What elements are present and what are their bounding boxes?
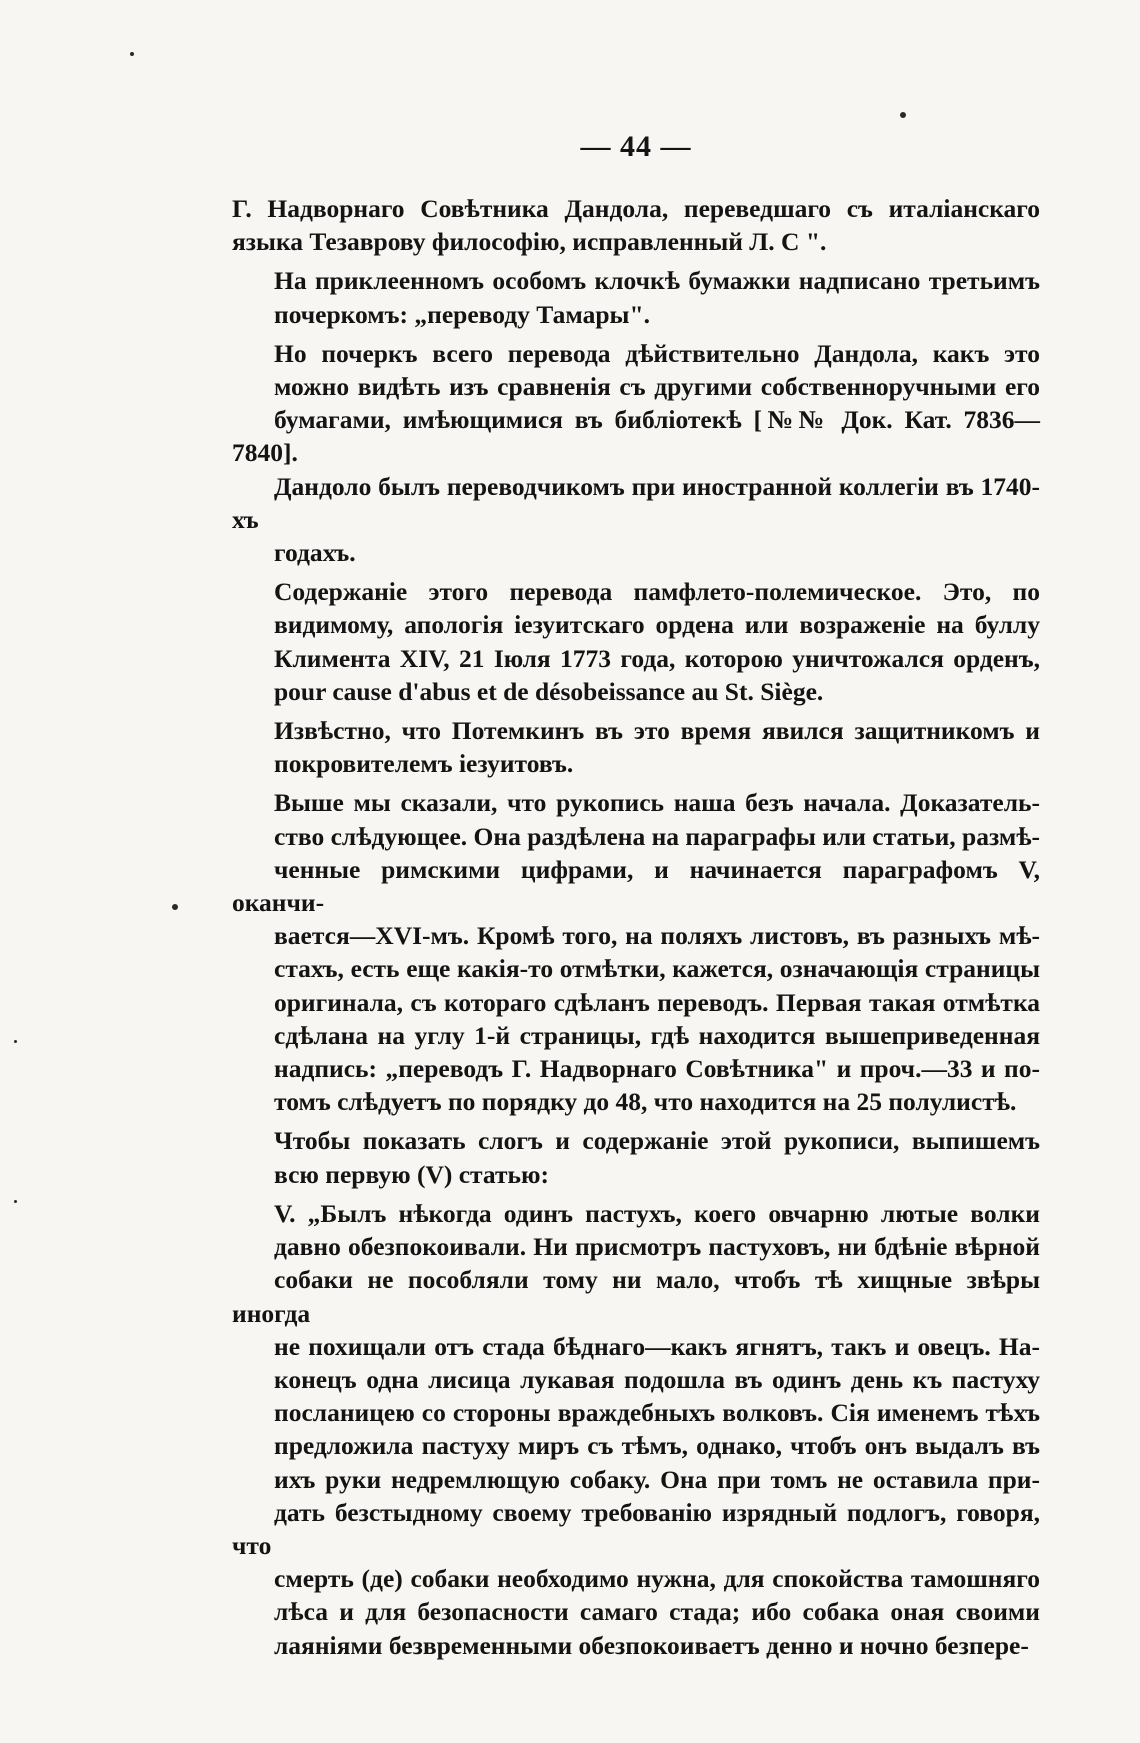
paragraph <box>232 786 1040 1118</box>
text-line: видимому, апологія іезуитскаго ордена или возраженіе на буллу <box>274 610 1040 640</box>
text-line: не похищали отъ стада бѣднаго—какъ ягнятъ, такъ и овецъ. На- <box>274 1331 1040 1361</box>
paragraph <box>232 575 1040 708</box>
text-line: дать безстыдному своему требованію изрядный подлогъ, говоря, что <box>232 1497 1040 1560</box>
text-line: ство слѣдующее. Она раздѣлена на параграфы или статьи, размѣ- <box>274 821 1040 851</box>
text-line: стахъ, есть еще какія-то отмѣтки, кажется, означающія страницы <box>274 954 1040 984</box>
paragraph <box>232 1197 1040 1662</box>
paragraph <box>232 337 1040 569</box>
text-line: лѣса и для безопасности самаго стада; ибо собака оная своими <box>274 1597 1040 1627</box>
text-line: давно обезпокоивали. Ни присмотръ пастуховъ, ни бдѣніе вѣрной <box>274 1232 1040 1262</box>
page-number: — 44 — <box>580 130 692 163</box>
text-line: Чтобы показать слогъ и содержаніе этой рукописи, выпишемъ <box>274 1126 1040 1156</box>
text-line: Климента XIV, 21 Іюля 1773 года, которою уничтожался орденъ, <box>274 643 1040 673</box>
scan-speck <box>130 52 134 56</box>
page-body <box>232 192 1040 1662</box>
book-page <box>232 130 1040 1668</box>
scan-speck <box>14 1200 17 1203</box>
text-line: бумагами, имѣющимися въ библіотекѣ [№№ Док. Кат. 7836—7840]. <box>232 405 1040 468</box>
text-line: ченные римскими цифрами, и начинается параграфомъ V, оканчи- <box>232 854 1040 918</box>
paragraph <box>232 1124 1040 1190</box>
text-line: Содержаніе этого перевода памфлето-полемическое. Это, по <box>274 577 1040 607</box>
text-line: Но почеркъ всего перевода дѣйствительно Дандола, какъ это <box>274 338 1040 368</box>
text-line: На приклеенномъ особомъ клочкѣ бумажки надписано третьимъ <box>274 266 1040 296</box>
scan-speck <box>172 904 178 910</box>
scan-speck <box>900 112 906 118</box>
text-line: годахъ. <box>274 538 356 568</box>
text-line: томъ слѣдуетъ по порядку до 48, что находится на 25 полулистѣ. <box>274 1087 1017 1117</box>
scan-speck <box>14 1040 17 1043</box>
text-line: языка Тезаврову философію, исправленный Л. С ". <box>232 227 827 257</box>
text-line: оригинала, съ котораго сдѣланъ переводъ. Первая такая отмѣтка <box>274 987 1040 1017</box>
text-line: ихъ руки недремлющую собаку. Она при томъ не оставила при- <box>274 1464 1040 1494</box>
text-line: можно видѣть изъ сравненія съ другими собственноручными его <box>274 372 1040 402</box>
paragraph <box>232 192 1040 258</box>
text-line: вается—XVI-мъ. Кромѣ того, на поляхъ листовъ, въ разныхъ мѣ- <box>274 921 1040 951</box>
text-line: лаяніями безвременными обезпокоиваетъ денно и ночно безпере- <box>274 1630 1029 1660</box>
text-line: сдѣлана на углу 1-й страницы, гдѣ находится вышеприведенная <box>274 1020 1040 1050</box>
text-line: Г. Надворнаго Совѣтника Дандола, переведшаго съ италіанскаго <box>232 194 1040 223</box>
text-line: Извѣстно, что Потемкинъ въ это время явился защитникомъ и <box>274 716 1040 746</box>
paragraph <box>232 714 1040 780</box>
text-line: всю первую (V) статью: <box>274 1159 549 1189</box>
text-line: смерть (де) собаки необходимо нужна, для спокойства тамошняго <box>274 1564 1040 1594</box>
text-line: надпись: „переводъ Г. Надворнаго Совѣтника" и проч.—33 и по- <box>274 1054 1040 1084</box>
text-line: посланицею со стороны враждебныхъ волковъ. Сія именемъ тѣхъ <box>274 1398 1040 1428</box>
text-line: почеркомъ: „переводу Тамары". <box>274 299 650 329</box>
paragraph <box>232 264 1040 330</box>
text-line: предложила пастуху миръ съ тѣмъ, однако, чтобъ онъ выдалъ въ <box>274 1431 1040 1461</box>
text-line: Дандоло былъ переводчикомъ при иностранной коллегіи въ 1740-хъ <box>232 471 1040 534</box>
text-line: покровителемъ іезуитовъ. <box>274 749 574 779</box>
text-line: V. „Былъ нѣкогда одинъ пастухъ, коего овчарню лютые волки <box>274 1198 1040 1228</box>
text-line: конецъ одна лисица лукавая подошла въ одинъ день къ пастуху <box>274 1364 1040 1394</box>
text-line: pour cause d'abus et de désobeissance au St. Siège. <box>274 676 824 706</box>
text-line: собаки не пособляли тому ни мало, чтобъ тѣ хищные звѣры иногда <box>232 1265 1040 1328</box>
text-line: Выше мы сказали, что рукопись наша безъ начала. Доказатель- <box>274 788 1040 818</box>
